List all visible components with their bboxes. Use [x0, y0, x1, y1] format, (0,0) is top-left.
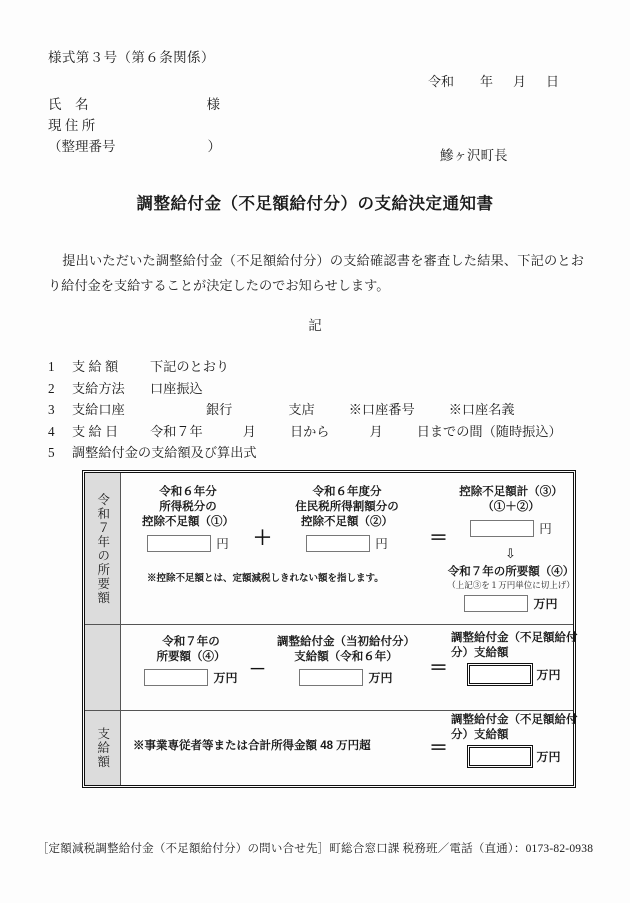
intro-paragraph: [48, 248, 584, 298]
cell-shortfall-payment-special: [451, 713, 579, 771]
input-group-7: [469, 665, 560, 684]
item-number: 1: [48, 359, 55, 374]
page-title: 調整給付金（不足額給付分）の支給決定通知書: [136, 194, 494, 213]
address-label: 現 住 所: [48, 118, 96, 133]
heading-line-2: 住民税所得割額分の: [295, 501, 399, 513]
cell-required-amount-ref: [139, 635, 243, 691]
unit-label: 万円: [368, 671, 393, 685]
item-label: 支給方法: [72, 380, 125, 396]
unit-label: 万円: [536, 750, 561, 764]
heading-line-1: 調整給付金（当初給付分）: [277, 636, 415, 648]
item-value: 口座振込: [150, 380, 203, 396]
items-list: [48, 356, 562, 464]
day-unit: 日: [546, 74, 560, 89]
payment-day-from: 日から: [289, 423, 330, 439]
era-label: 令和: [428, 74, 455, 89]
item-number: 5: [48, 445, 55, 460]
row1-body: [121, 473, 573, 624]
intro-line-2: 支給することが決定したのでお知らせします。: [113, 278, 390, 293]
cell-initial-payment: [271, 635, 421, 691]
cell-income-tax-shortfall: [129, 485, 247, 557]
heading-line-2: 支給額（令和６年）: [294, 651, 398, 663]
input-group-3: [470, 519, 552, 537]
item-number: 2: [48, 380, 55, 396]
heading-line-1: 令和７年の所要額（④）: [447, 566, 575, 578]
cell-heading: [451, 713, 579, 743]
input-group-2: [306, 534, 388, 552]
special-condition-text: ※事業専従者等または合計所得金額 48 万円超: [133, 740, 371, 752]
cell-heading: [451, 485, 571, 515]
item-label: 支給口座: [72, 402, 125, 417]
heading-line-1: 調整給付金（不足額給付: [451, 714, 578, 726]
cell-heading: [139, 635, 243, 665]
operator-equals: ＝: [429, 528, 449, 549]
row3-body: [121, 711, 578, 785]
cell-heading: [273, 485, 421, 530]
cell-shortfall-payment: [451, 631, 579, 689]
payment-era-year: 令和７年: [150, 423, 203, 439]
table-row: [85, 625, 578, 711]
heading-line-2: 所得税分の: [159, 501, 217, 513]
input-total-shortfall[interactable]: [470, 520, 534, 537]
shortfall-footnote: ※控除不足額とは、定額減税しきれない額を指します。: [147, 573, 384, 584]
reference-number-label: （整理番号: [48, 139, 116, 154]
cell-total-shortfall: [451, 485, 571, 542]
form-code: 様式第３号（第６条関係）: [48, 50, 215, 65]
unit-label: 円: [539, 522, 552, 536]
unit-label: 万円: [533, 597, 558, 611]
item-number: 4: [48, 423, 55, 439]
item-label: 支 給 額: [72, 359, 119, 374]
calculation-table: [82, 470, 576, 788]
bank-label: 銀行: [206, 402, 233, 417]
list-item: [48, 442, 562, 464]
input-shortfall-payment-special[interactable]: [469, 747, 531, 766]
heading-line-1: 令和７年の: [162, 636, 220, 648]
name-honorific: 様: [206, 97, 220, 112]
addressee-name-row: [48, 94, 221, 115]
cell-heading: [271, 635, 421, 665]
heading-line-3: 控除不足額（①）: [142, 516, 234, 528]
list-item: [48, 421, 562, 443]
issue-date-line: [428, 71, 559, 90]
row-label-payment-amount: [85, 711, 121, 785]
input-group-1: [147, 534, 229, 552]
intro-line-1: 提出いただいた調整給付金（不足額給付分）の支給確認書を審査した結果、下記のとおり給付金を: [48, 253, 584, 293]
heading-line-2: 分）支給額: [451, 647, 509, 659]
operator-minus: －: [249, 660, 266, 679]
list-item: [48, 378, 562, 400]
reference-number-close: ）: [207, 139, 221, 154]
cell-heading: [129, 485, 247, 530]
input-group-5: [144, 669, 237, 686]
addressee-block: [48, 94, 221, 157]
name-label: 氏 名: [48, 97, 89, 112]
arrow-down-icon: ⇩: [505, 547, 516, 562]
heading-line-2: （①＋②）: [482, 501, 540, 513]
item-label: 支 給 日: [72, 423, 119, 439]
operator-equals: ＝: [429, 738, 449, 759]
input-required-amount-ref[interactable]: [144, 669, 208, 686]
list-item: [48, 356, 562, 378]
ki-mark: 記: [308, 318, 322, 333]
input-income-tax-shortfall[interactable]: [147, 535, 211, 552]
input-initial-payment[interactable]: [299, 669, 363, 686]
heading-line-1: 令和６年度分: [312, 486, 382, 498]
row2-body: [121, 625, 578, 710]
unit-label: 万円: [213, 671, 238, 685]
unit-label: 円: [216, 537, 229, 551]
payment-note: （随時振込）: [482, 423, 562, 439]
input-group-6: [299, 669, 392, 686]
account-name-label: ※口座名義: [448, 402, 515, 417]
item-label: 調整給付金の支給額及び算出式: [72, 445, 257, 460]
cell-heading: [443, 565, 579, 591]
issuer-name: 鰺ヶ沢町長: [440, 148, 508, 163]
row-label-required-amount: [85, 473, 121, 624]
input-shortfall-payment[interactable]: [469, 665, 531, 684]
table-row: [85, 711, 578, 785]
heading-line-2: 所要額（④）: [156, 651, 226, 663]
year-unit: 年: [480, 74, 494, 89]
reference-number-row: [48, 136, 221, 157]
table-row: [85, 473, 573, 625]
list-item: [48, 399, 562, 421]
row-label-payment-amount-top: [85, 625, 121, 710]
payment-month-from: 月: [242, 423, 256, 439]
heading-line-1: 調整給付金（不足額給付: [451, 632, 578, 644]
account-number-label: ※口座番号: [348, 402, 415, 417]
input-group-4: [464, 595, 557, 612]
row-label-text: 令和７年の所要額: [95, 492, 110, 605]
payment-month-to: 月: [369, 423, 383, 439]
input-group-8: [469, 747, 560, 766]
unit-label: 円: [375, 537, 388, 551]
addressee-address-row: [48, 115, 221, 136]
heading-line-2: 分）支給額: [451, 729, 509, 741]
footer-contact: ［定額減税調整給付金（不足額給付分）の問い合せ先］町総合窓口課 税務班／電話（直通）：0173-82-0938: [36, 843, 594, 855]
input-resident-tax-shortfall[interactable]: [306, 535, 370, 552]
unit-label: 万円: [536, 668, 561, 682]
heading-line-3: 控除不足額（②）: [301, 516, 393, 528]
operator-plus: ＋: [253, 528, 273, 549]
heading-note: （上記③を１万円単位に切上げ）: [447, 580, 575, 590]
input-required-amount[interactable]: [464, 595, 528, 612]
heading-line-1: 控除不足額計（③）: [459, 486, 563, 498]
cell-resident-tax-shortfall: [273, 485, 421, 557]
payment-day-to: 日までの間: [416, 423, 483, 439]
branch-label: 支店: [288, 402, 315, 417]
heading-line-1: 令和６年分: [159, 486, 217, 498]
cell-heading: [451, 631, 579, 661]
item-value: 下記のとおり: [150, 359, 230, 374]
operator-equals: ＝: [429, 658, 449, 679]
month-unit: 月: [513, 74, 527, 89]
cell-required-amount: [443, 565, 579, 617]
row-label-text: 支給額: [95, 727, 110, 769]
item-number: 3: [48, 402, 55, 417]
